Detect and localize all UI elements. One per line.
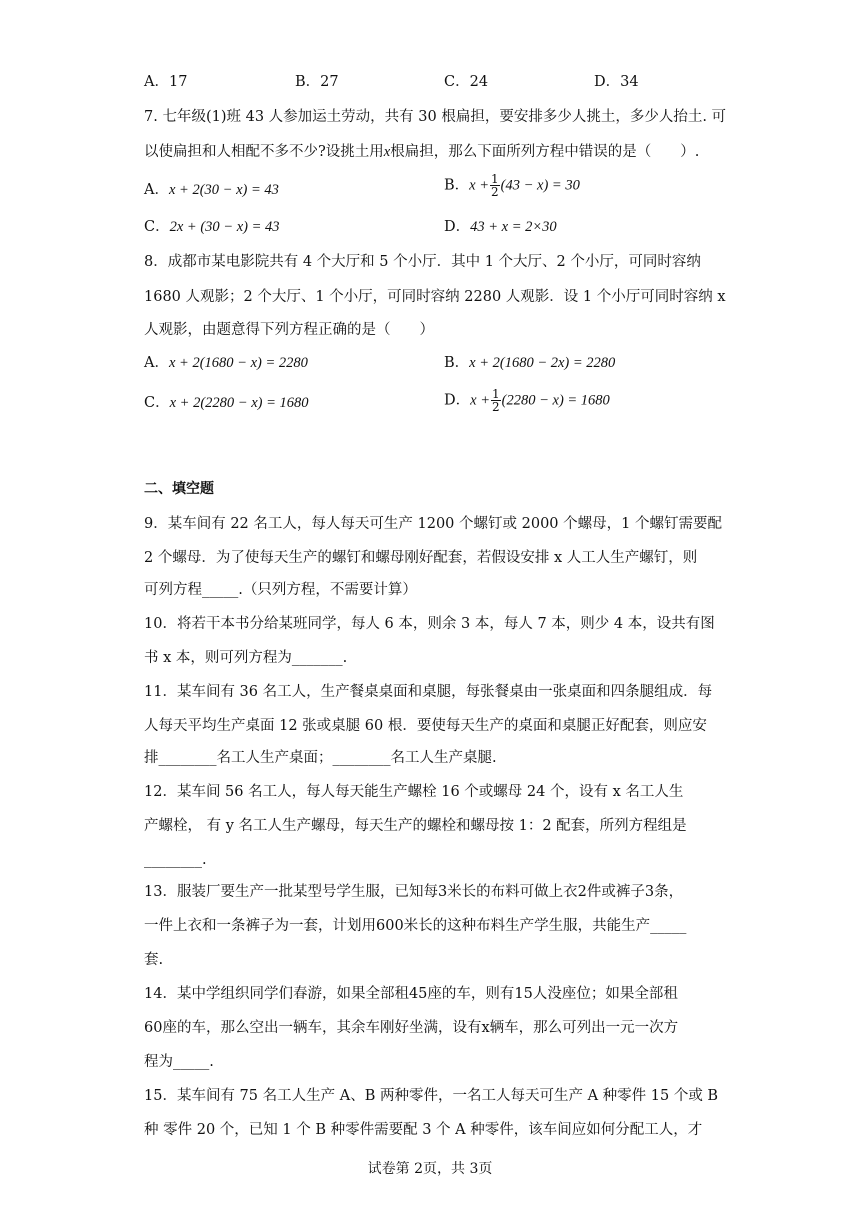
q8-text-line1: 8．成都市某电影院共有 4 个大厅和 5 个小厅．其中 1 个大厅、2 个小厅，可同时容纳 bbox=[144, 254, 701, 270]
q7-option-b-fraction bbox=[490, 173, 500, 198]
q9-text-line3: 可列方程_____.（只列方程，不需要计算） bbox=[144, 582, 417, 598]
q10-text-line1: 10．将若干本书分给某班同学，每人 6 本，则余 3 本，每人 7 本，则少 4 本，设共有图 bbox=[144, 616, 715, 632]
q7-option-b bbox=[444, 173, 580, 198]
q7-option-a-label: A． bbox=[144, 182, 169, 198]
q15-text-line1: 15．某车间有 75 名工人生产 A、B 两种零件，一名工人每天可生产 A 种零件 15 个或 B bbox=[144, 1088, 719, 1104]
q8-option-b bbox=[444, 353, 615, 373]
q8-option-d bbox=[444, 388, 610, 413]
q7-option-b-post: (43 − x) = 30 bbox=[500, 177, 580, 194]
q7-option-c-expr: 2x + (30 − x) = 43 bbox=[169, 219, 280, 235]
q8-option-d-denominator: 2 bbox=[492, 400, 500, 414]
q7-option-b-label: B． bbox=[444, 177, 470, 194]
q7-text-line1: 7. 七年级(1)班 43 人参加运土劳动，共有 30 根扁担，要安排多少人挑土，多少人抬土. 可 bbox=[144, 109, 727, 125]
q11-text-line1: 11．某车间有 36 名工人，生产餐桌桌面和桌腿，每张餐桌由一张桌面和四条腿组成．每 bbox=[144, 684, 713, 700]
q7-option-d-expr: 43 + x = 2×30 bbox=[470, 219, 557, 235]
q11-text-line2: 人每天平均生产桌面 12 张或桌腿 60 根．要使每天生产的桌面和桌腿正好配套，则应安 bbox=[144, 718, 707, 734]
q8-option-a-label: A． bbox=[144, 355, 169, 371]
q12-text-line1: 12．某车间 56 名工人，每人每天能生产螺栓 16 个或螺母 24 个，设有 x 名工人生 bbox=[144, 784, 684, 800]
q9-text-line1: 9．某车间有 22 名工人，每人每天可生产 1200 个螺钉或 2000 个螺母，1 个螺钉需要配 bbox=[144, 516, 722, 532]
q7-option-b-denominator: 2 bbox=[491, 185, 499, 199]
q14-text-line1: 14．某中学组织同学们春游，如果全部租45座的车，则有15人没座位；如果全部租 bbox=[144, 986, 678, 1002]
q10-text-line2: 书 x 本，则可列方程为_______. bbox=[144, 650, 348, 666]
q6-option-a: A．17 bbox=[144, 74, 188, 90]
q7-text-line2a: 以使扁担和人相配不多不少?设挑土用 bbox=[144, 144, 384, 160]
q8-text-line2: 1680 人观影；2 个大厅、1 个小厅，可同时容纳 2280 人观影．设 1 个小厅可同时容纳 x bbox=[144, 289, 726, 305]
q15-text-line2: 种 零件 20 个，已知 1 个 B 种零件需要配 3 个 A 种零件，该车间应如何分配工人，才 bbox=[144, 1122, 703, 1138]
q12-text-line2: 产螺栓， 有 y 名工人生产螺母，每天生产的螺栓和螺母按 1：2 配套，所列方程组是 bbox=[144, 818, 687, 834]
q6-option-d: D．34 bbox=[594, 74, 639, 90]
q8-option-a-expr: x + 2(1680 − x) = 2280 bbox=[168, 355, 308, 371]
q7-option-a-expr: x + 2(30 − x) = 43 bbox=[168, 182, 279, 198]
q8-option-b-expr: x + 2(1680 − 2x) = 2280 bbox=[469, 355, 616, 371]
q12-text-line3: ________. bbox=[144, 852, 207, 868]
section-title-fill-blank: 二、填空题 bbox=[144, 481, 214, 497]
q7-option-c bbox=[144, 217, 280, 237]
q8-option-d-fraction bbox=[491, 388, 501, 413]
q7-variable: x bbox=[383, 144, 391, 160]
q11-text-line3: 排________名工人生产桌面；________名工人生产桌腿. bbox=[144, 750, 497, 766]
q8-option-a bbox=[144, 353, 308, 373]
q8-text-line3: 人观影，由题意得下列方程正确的是（ ） bbox=[144, 322, 434, 338]
q8-option-d-post: (2280 − x) = 1680 bbox=[501, 392, 610, 409]
q8-option-c-expr: x + 2(2280 − x) = 1680 bbox=[169, 395, 309, 411]
q13-text-line3: 套. bbox=[144, 952, 164, 968]
q7-text-line2 bbox=[144, 142, 724, 162]
q7-option-b-pre: x + bbox=[469, 177, 490, 194]
q8-option-c-label: C． bbox=[144, 395, 170, 411]
q7-option-b-numerator: 1 bbox=[491, 172, 499, 186]
q9-text-line2: 2 个螺母．为了使每天生产的螺钉和螺母刚好配套，若假设安排 x 人工人生产螺钉，则 bbox=[144, 550, 698, 566]
q13-text-line2: 一件上衣和一条裤子为一套，计划用600米长的这种布料生产学生服，共能生产_____ bbox=[144, 918, 687, 934]
q7-option-c-label: C． bbox=[144, 219, 170, 235]
q6-option-c: C．24 bbox=[444, 74, 489, 90]
q14-text-line3: 程为_____. bbox=[144, 1054, 214, 1070]
q8-option-d-label: D． bbox=[444, 392, 471, 409]
page-footer: 试卷第 2页，共 3页 bbox=[367, 1161, 493, 1177]
q8-option-c bbox=[144, 393, 309, 413]
q6-option-b: B．27 bbox=[295, 74, 339, 90]
q7-text-line2b: 根扁担，那么下面所列方程中错误的是（ ）. bbox=[390, 144, 700, 160]
q7-option-d-label: D． bbox=[444, 219, 471, 235]
q7-option-a bbox=[144, 180, 279, 200]
q14-text-line2: 60座的车，那么空出一辆车，其余车刚好坐满，设有x辆车，那么可列出一元一次方 bbox=[144, 1020, 679, 1036]
q8-option-d-pre: x + bbox=[470, 392, 490, 409]
q8-option-d-numerator: 1 bbox=[492, 387, 500, 401]
q7-option-d bbox=[444, 217, 557, 237]
q13-text-line1: 13．服装厂要生产一批某型号学生服，已知每3米长的布料可做上衣2件或裤子3条， bbox=[144, 884, 684, 900]
q8-option-b-label: B． bbox=[444, 355, 470, 371]
